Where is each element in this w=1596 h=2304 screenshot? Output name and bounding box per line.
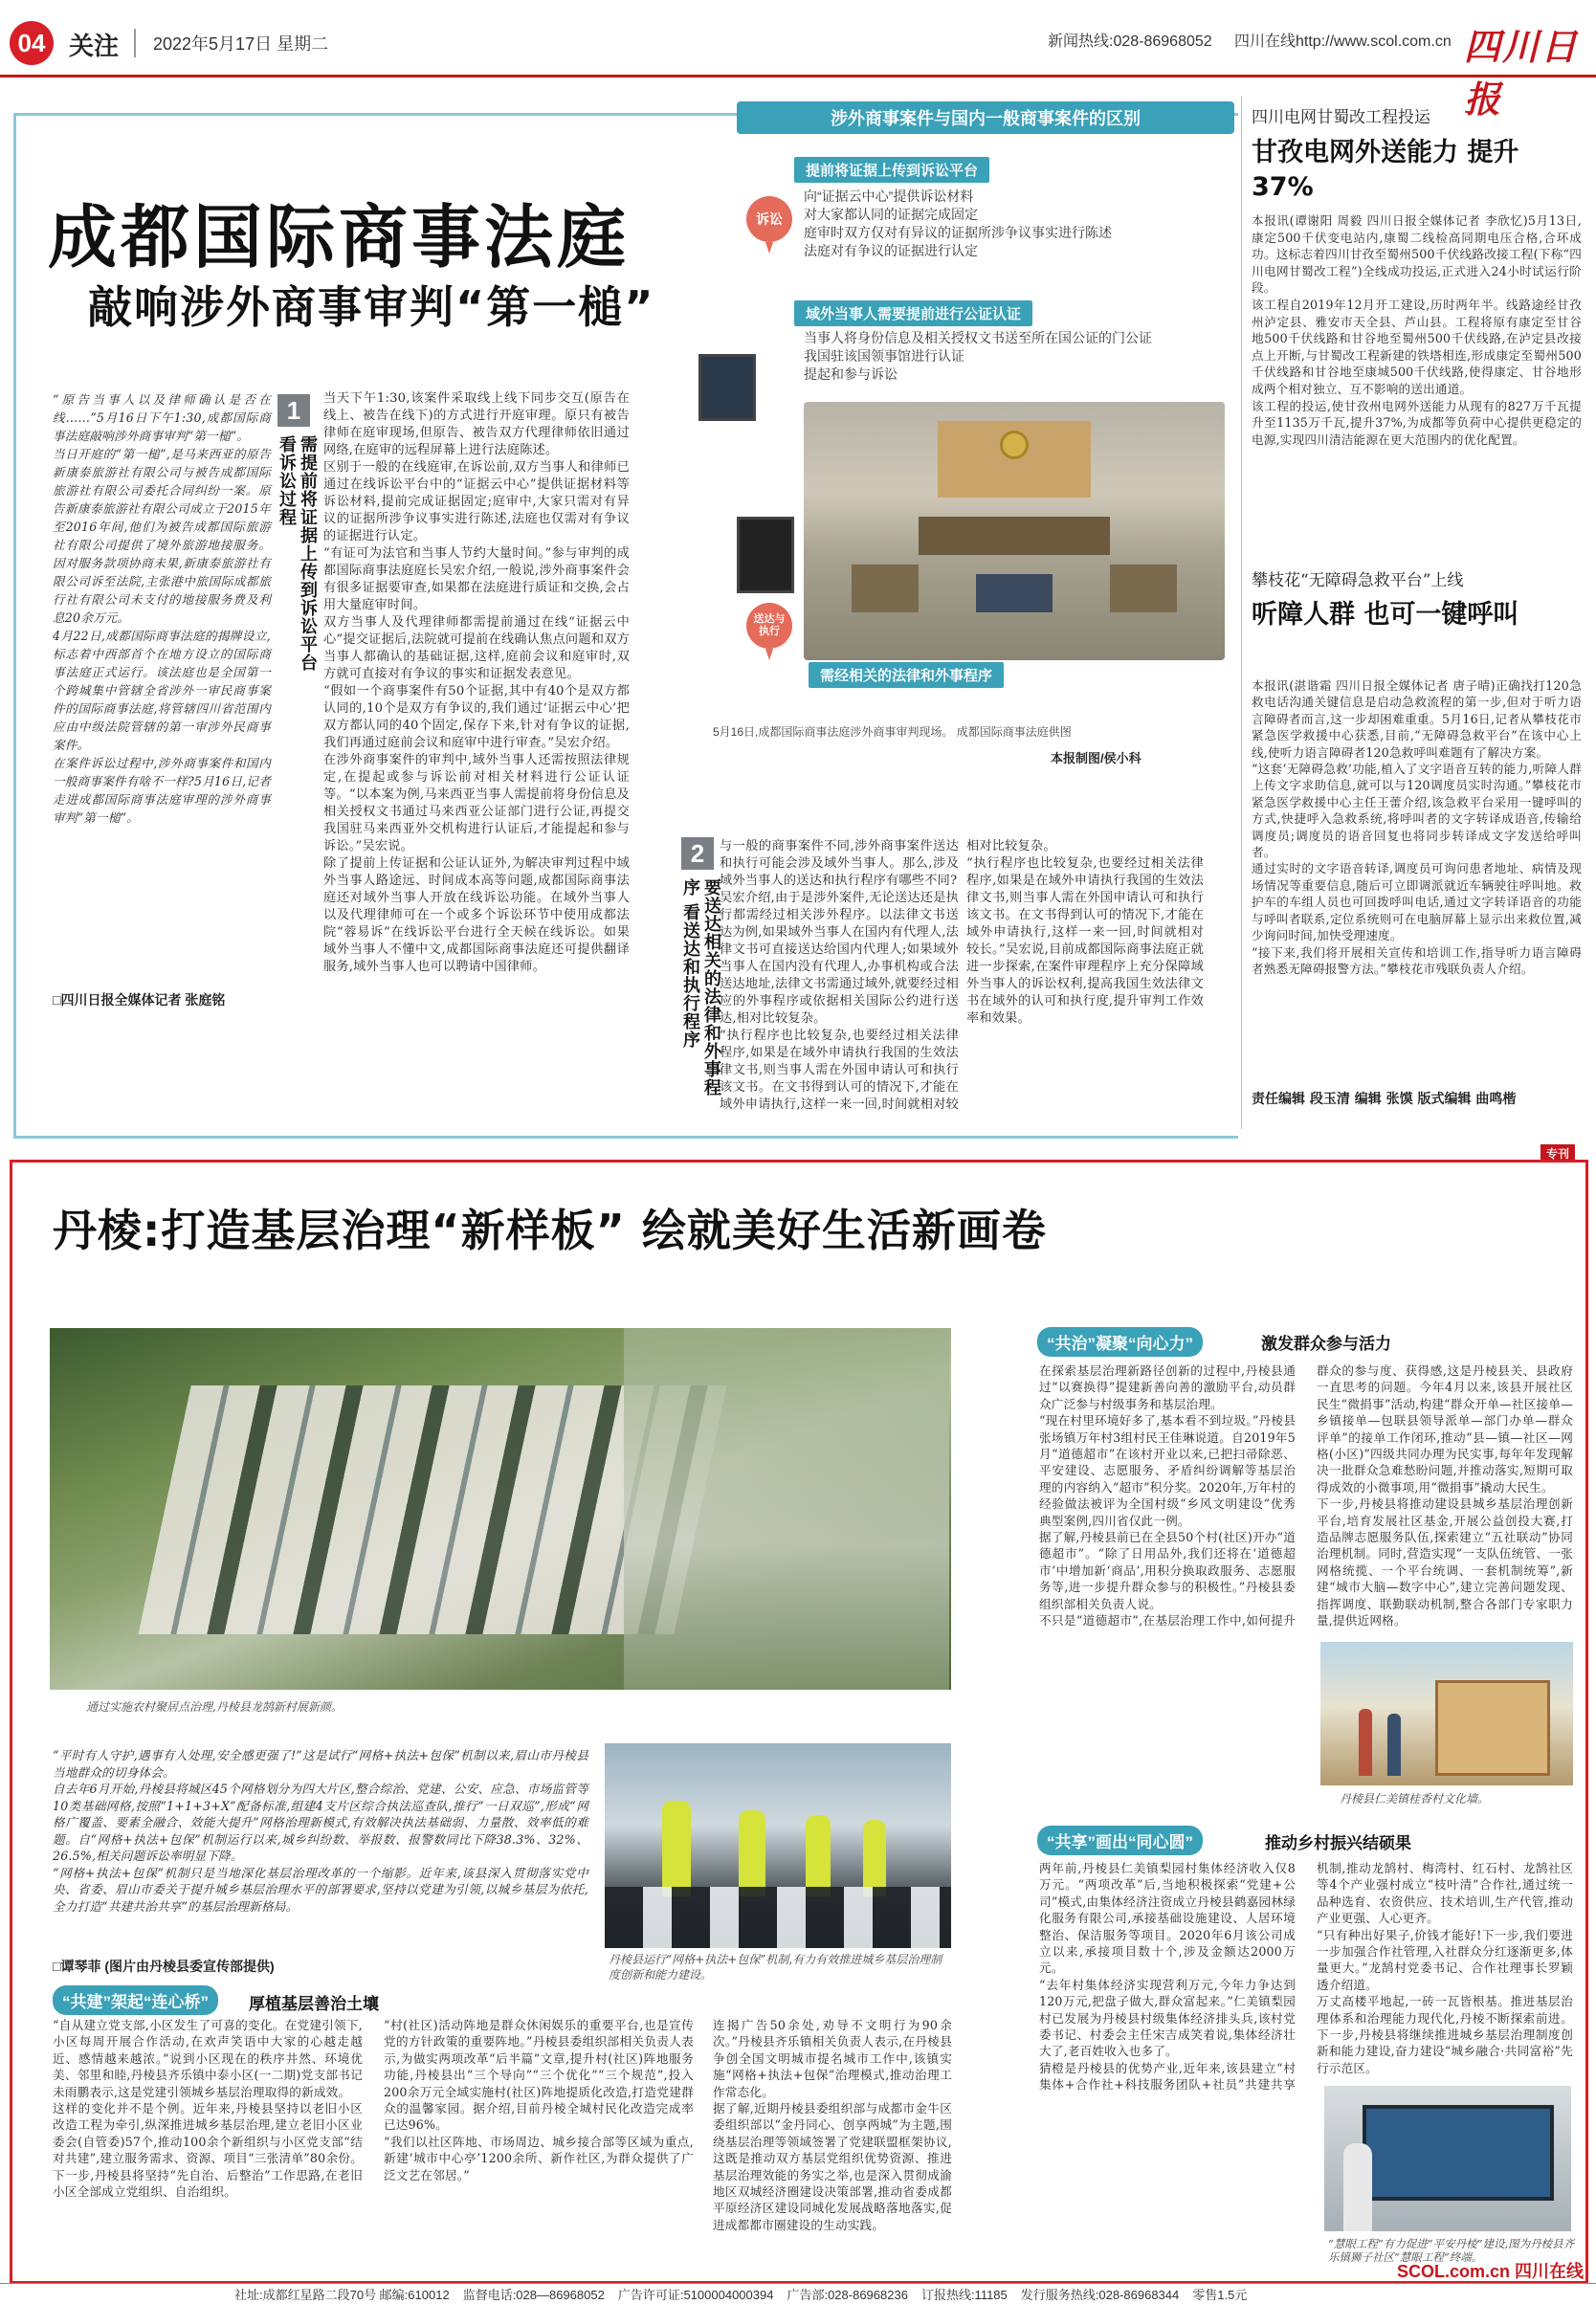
block1-line: 向“证据云中心”提供诉讼材料 [804,188,974,204]
monitoring-caption: “慧眼工程”有力促进“平安丹棱”建设,图为丹棱县齐乐镇狮子社区“慧眼工程”终端。 [1328,2237,1575,2264]
section-2-body-cont: 相对比较复杂。 “执行程序也比较复杂,也要经过相关法律程序,如果是在域外申请执行我国的生效法律文书,则当事人需在外国申请认可和执行该文书。在文书得到认可的情况下,才能在域外申请执行,这样一来一回,时间就相对较长。”吴宏说,目前成都国际商事法庭正就进一步探索,在案件审理程序上充分保障域外当事人的诉讼权利,提高我国生效法律文书在域外的认可和执行度,提升审判工作效率和效果。 [966,839,1204,1026]
feature-intro: “平时有人守护,遇事有人处理,安全感更强了!”这是试行“网格+执法+包保”机制以来,眉山市丹棱县当地群众的切身体会。 自去年6月开始,丹棱县将城区45个网格划分为四大片区,整合综治、党建、公安、应急、市场监管等10类基础网格,按照“1+1+3+X”配备标准,组建4支片区综合执法巡查队,推行“一日双巡”,形成“网格广覆盖、要素全融合、效能大提升”网格治理新模式,有效解决执法基础弱、力量散、效率低的难题。自“网格+执法+包保”机制运行以来,城乡纠纷数、举报数、报警数同比下降38.3%、32%、26.5%,相关问题诉讼率明显下降。 “网格+执法+包保”机制只是当地深化基层治理改革的一个缩影。近年来,该县深入贯彻落实党中央、省委、眉山市委关于提升城乡基层治理水平的部署要求,坚持以党建为引领,以城乡基层为依托,全力打造“共建共治共享”的基层治理新格局。 [53,1748,588,1914]
s1-body: “自从建立党支部,小区发生了可喜的变化。在党建引领下,小区每周开展合作活动,在欢声笑语中大家的心越走越近、感情越来越浓。”说到小区现在的秩序井然、环境优美、邻里和睦,丹棱县齐乐镇中泰小区(一二期)党支部书记未雨鹏表示,这是党建引领城乡基层治理取得的新成效。 这样的变化并不是个例。近年来,丹棱县坚持以老旧小区改造工程为牵引,纵深推进城乡基层治理,建立老旧小区业委会(自管委)57个,推动100余个新组织与小区党支部“结对共建”,建立服务需求、资源、项目“三张清单”80余份。下一步,丹棱县将坚持“先自治、后整治”工作思路,在老旧小区全部成立党组织、自治组织。 “村(社区)活动阵地是群众休闲娱乐的重要平台,也是宣传党的方针政策的重要阵地。”丹棱县委组织部相关负责人表示,为做实两项改革“后半篇”文章,提升村(社区)阵地服务功能,丹棱县出“三个导向”“三个优化”“三个规范”,投入200余万元全域实施村(社区)阵地提质化改造,打造党建群众的温馨家园。据介绍,目前丹棱全城村民化改造完成率已达96%。 “我们以社区阵地、市场周边、城乡接合部等区域为重点,新建‘城市中心亭’1200余所、新作社区,为群众提供了广泛文艺在邻居。” [53,2018,694,2200]
block1-line: 庭审时双方仅对有异议的证据所涉争议事实进行陈述 [804,225,1112,240]
page-number-badge: 04 [10,21,54,65]
police-photo-caption: 丹棱县运行“网格+执法+包保”机制,有力有效推进城乡基层治理制度创新和能力建设。 [609,1953,942,1982]
block2-line: 当事人将身份信息及相关授权文书送至所在国公证的门公证 [804,330,1152,345]
footer-order: 订报热线:11185 [920,2288,1008,2302]
side1-kicker: 四川电网甘蜀改工程投运 [1252,108,1430,127]
masthead-rule [0,75,1596,78]
editors-line: 责任编辑 段玉清 编辑 张馍 版式编辑 曲鸣楷 [1252,1092,1517,1107]
side2-kicker: 攀枝花“无障碍急救平台”上线 [1252,571,1464,590]
footer-ad-license: 广告许可证:5100004000394 [617,2288,774,2302]
issue-date: 2022年5月17日 星期二 [153,34,329,54]
pin-service: 送达与执行 [746,603,792,660]
s1-pill: “共建”架起“连心桥” [53,1985,218,2015]
footer-address: 社址:成都红星路二段70号 邮编:610012 [234,2288,450,2302]
website[interactable]: 四川在线http://www.scol.com.cn [1234,33,1452,50]
lead-byline: □四川日报全媒体记者 张庭铭 [53,992,226,1008]
s2-pill: “共治”凝聚“向心力” [1037,1327,1203,1357]
section-2-title: 要送达相关的法律和外事程序 看送达和执行程序 [680,878,721,1097]
block2-title: 域外当事人需要提前进行公证认证 [794,300,1032,326]
police-photo [605,1743,951,1948]
monitor-right [698,354,756,421]
infographic-banner: 涉外商事案件与国内一般商事案件的区别 [737,101,1234,134]
block1-line: 对大家都认同的证据完成固定 [804,207,978,222]
footer-rule [0,2283,1596,2284]
culture-wall-photo [1320,1642,1573,1785]
block2-line: 我国驻该国领事馆进行认证 [804,348,964,364]
feature-headline: 丹棱:打造基层治理“新样板” 绘就美好生活新画卷 [53,1205,1047,1256]
courtroom-photo [804,402,1225,660]
feature-byline: □谭琴菲 (图片由丹棱县委宣传部提供) [53,1959,275,1974]
scol-logo[interactable]: SCOL.com.cn 四川在线 [1397,2262,1585,2281]
section-1-title: 需提前将证据上传到诉讼平台 看诉讼过程 [277,435,318,672]
pin-litigation: 诉讼 [746,196,792,254]
block1-title: 提前将证据上传到诉讼平台 [794,157,989,183]
section-divider [134,29,136,57]
section-2-body: 与一般的商事案件不同,涉外商事案件送达和执行可能会涉及域外当事人。那么,涉及域外当事人的送达和执行程序有哪些不同? 吴宏介绍,由于是涉外案件,无论送达还是执行都需经过相关涉外程序。以法律文书送达为例,如果域外当事人在国内有代理人,法律文书可直接送达给国内代理人;如果域外当事人在国内没有代理人,办事机构或合法送达地址,法律文书需通过域外,就要经过相应的外事程序或依据相关国际公约进行送达,相对比较复杂。 “执行程序也比较复杂,也要经过相关法律程序,如果是在域外申请执行我国的生效法律文书,则当事人需在外国申请认可和执行该文书。在文书得到认可的情况下,才能在域外申请执行,这样一来一回,时间就相对较 [720,839,959,1112]
news-hotline: 新闻热线:028-86968052 [1048,33,1212,50]
s3-pill: “共享”画出“同心圆” [1037,1826,1203,1855]
footer-supervision: 监督电话:028—86968052 [462,2288,605,2302]
village-photo [50,1328,951,1690]
side1-title [1252,136,1577,205]
section-1-number: 1 [277,394,310,427]
block1-line: 法庭对有争议的证据进行认定 [804,243,978,258]
side1-body: 本报讯(谭谢阳 周毅 四川日报全媒体记者 李欣忆)5月13日,康定500千伏变电站内,康蜀二线检高同期电压合格,合环成功。这标志着四川甘孜至蜀州500千伏线路改接工程(下称“四川电网甘蜀改工程”)全线成功投运,正式进入24小时试运行阶段。 该工程自2019年12月开工建设,历时两年半。线路途经甘孜州泸定县、雅安市天全县、芦山县。工程将原有康定至甘谷地500千伏线路和甘谷地至蜀州500千伏线路,在泸定县改接点上开断,与甘蜀改工程新建的铁塔相连,形成康定至蜀州500千伏线路和甘谷地至康城500千伏线路,使得康定、甘谷地形成两个相对独立、互不影响的送出通道。 该工程的投运,使甘孜州电网外送能力从现有的827万千瓦提升至1135万千瓦,提升37%,为成都等负荷中心提供更稳定的电源,实现四川清洁能源在更大范围内的优化配置。 [1252,213,1582,447]
s1-body-cont: 连揭广告50余处,劝导不文明行为90余次。”丹棱县齐乐镇相关负责人表示,在丹棱县争创全国文明城市提名城市工作中,该镇实施“网格+执法+包保”治理模式,推动治理工作常态化。 据了解,近期丹棱县委组织部与成都市金牛区委组织部以“金丹同心、创享两城”为主题,围绕基层治理等领域签署了党建联盟框架协议,这既是推动双方基层党组织优势资源、推进基层治理效能的务实之举,也是深入贯彻成渝地区双城经济圈建设决策部署,推动省委成都平原经济区建设同城化发展战略落地落实,促进成都都市圈建设的生动实践。 [713,2018,952,2232]
section-2-number: 2 [681,837,714,870]
section-1-body: 当天下午1:30,该案件采取线上线下同步交互(原告在线上、被告在线下)的方式进行开庭审理。原只有被告律师在庭审现场,但原告、被告双方代理律师依旧通过网络,在庭审的远程屏幕上进行法庭陈述。 区别于一般的在线庭审,在诉讼前,双方当事人和律师已通过在线诉讼平台中的“证据云中心”提供证据材料等诉讼材料,提前完成证据固定;庭审中,大家只需对有异议的证据所涉争议事实进行陈述,法庭也仅需对有争议的证据进行认定。 “有证可为法官和当事人节约大量时间。”参与审判的成都国际商事法庭庭长吴宏介绍,一般说,涉外商事案件会有很多证据要审查,如果都在法庭进行质证和交换,会占用大量庭审时间。 双方当事人及代理律师都需提前通过在线“证据云中心”提交证据后,法院就可提前在线确认焦点问题和双方当事人都确认的基础证据,这样,庭前会议和庭审时,双方就可直接对有争议的事实和证据发表意见。 “假如一个商事案件有50个证据,其中有40个是双方都认同的,10个是双方有争议的,我们通过‘证据云中心’把双方都认同的40个固定,保存下来,针对有争议的证据,我们再通过庭前会议和庭审中进行审查。”吴宏介绍。 在涉外商事案件的审判中,域外当事人还需按照法律规定,在提起或参与诉讼前对相关材料进行公证认证等。“以本案为例,马来西亚当事人需提前将身份信息及相关授权文书通过马来西亚公证部门进行公证,再提交我国驻马来西亚外交机构进行认证后,才能提起和参与诉讼。”吴宏说。 除了提前上传证据和公证认证外,为解决审判过程中域外当事人路途远、时间成本高等问题,成都国际商事法庭还对域外当事人开放在线诉讼功能。在域外当事人以及代理律师可在一个或多个诉讼环节中使用成都法院“蓉易诉”在线诉讼平台进行全天候在线诉讼。如果域外当事人不懂中文,成都国际商事法庭还可提供翻译服务,域外当事人也可以聘请中国律师。 [323,391,630,974]
lead-subtitle: 敲响涉外商事审判“第一槌” [88,281,655,333]
block2-lines [804,329,1152,384]
s1-subhead: 厚植基层善治土壤 [249,1995,379,2014]
footer [234,2285,1335,2302]
infographic-credit: 本报制图/侯小科 [1051,751,1142,765]
side2-body: 本报讯(湛谐霜 四川日报全媒体记者 唐子晴)正确找打120急救电话沟通关键信息是启动急救流程的第一步,但对于听力语言障碍者而言,这一步却困难重重。5月16日,记者从攀枝花市紧急医学救援中心获悉,目前,“无障碍急救平台”在该中心上线,使听力语言障碍者120急救呼叫难题有了解决方案。 “这套‘无障碍急救’功能,植入了文字语音互转的能力,听障人群上传文字求助信息,就可以与120调度员实时沟通。”攀枝花市紧急医学救援中心主任王蕾介绍,该急救平台采用一键呼叫的方式,快捷呼入急救系统,将呼叫者的文字转译成语音,传输给调度员;调度员的语音回复也将同步转译成文字发送给呼叫者。 通过实时的文字语音转译,调度员可询问患者地址、病情及现场情况等重要信息,随后可立即调派就近车辆驶往呼叫地。救护车的车组人员也可回拨呼叫电话,通过文字转译语音的功能与呼叫者联系,定位系统则可在电脑屏幕上显示出来救位置,减少询问时间,加快受理速度。 “接下来,我们将开展相关宣传和培训工作,指导听力语言障碍者熟悉无障碍报警方法。”攀枝花市残联负责人介绍。 [1252,678,1582,976]
footer-ad-dept: 广告部:028-86968236 [787,2288,908,2302]
paper-logo: 四川日报 [1464,25,1580,121]
block2-line: 提起和参与诉讼 [804,366,898,382]
side2-title [1252,598,1577,632]
infographic-caption: 5月16日,成都国际商事法庭涉外商事审判现场。 成都国际商事法庭供图 [713,725,1072,739]
lead-title: 成都国际商事法庭 [48,197,631,277]
lead-intro: “原告当事人以及律师确认是否在线……”5月16日下午1:30,成都国际商事法庭敲响涉外商事审判“第一槌”。 当日开庭的“第一槌”,是马来西亚的原告新康泰旅游社有限公司与被告成都国际旅游社有限公司委托合同纠纷一案。原告新康泰旅游社有限公司成立于2015年至2016年间,他们为被告成都国际旅游社有限公司提供了境外旅游地接服务。因对服务款项协商未果,新康泰旅游社有限公司诉至法院,主张港中旅国际成都旅行社有限公司未支付的地接服务费及利息20余万元。 4月22日,成都国际商事法庭的揭牌设立,标志着中西部首个在地方设立的国际商事法庭正式运行。该法庭也是全国第一个跨城集中管辖全省涉外一审民商事案件的国际商事法庭,将管辖四川省范围内应由中级法院管辖的第一审涉外民商事案件。 在案件诉讼过程中,涉外商事案件和国内一般商事案件有啥不一样?5月16日,记者走进成都国际商事法庭审理的涉外商事审判“第一槌”。 [53,392,271,825]
block1-lines [804,188,1112,260]
s3-subhead: 推动乡村振兴结硕果 [1265,1834,1411,1853]
village-photo-caption: 通过实施农村聚居点治理,丹棱县龙鹄新村展新颜。 [86,1700,343,1714]
special-tag: 专刊 [1541,1144,1575,1163]
footer-distribution: 发行服务热线:028-86968344 [1020,2288,1180,2302]
sidebar-divider [1241,96,1242,1129]
side2-title-text: 听障人群 也可一键呼叫 [1252,600,1519,630]
section-name: 关注 [69,33,120,61]
monitoring-photo [1324,2086,1571,2231]
block3-title: 需经相关的法律和外事程序 [809,662,1004,688]
s2-subhead: 激发群众参与活力 [1261,1335,1391,1354]
culture-wall-caption: 丹棱县仁美镇桂香村文化墙。 [1340,1792,1490,1806]
footer-price: 零售1.5元 [1192,2288,1248,2302]
side1-title-text: 甘孜电网外送能力 提升37% [1252,138,1519,202]
monitor-left [737,517,794,593]
infographic [670,96,1236,746]
s2-body: 在探索基层治理新路径创新的过程中,丹棱县通过“以赛换得”提建新善向善的激励平台,动员群众广泛参与村级事务和基层治理。 “现在村里环境好多了,基本看不到垃圾。”丹棱县张场镇万年村3组村民王佳琳说道。自2019年5月“道德超市”在该村开业以来,已把扫帚除恶、平安建设、志愿服务、矛盾纠纷调解等基层治理的内容纳入“超市”积分奖。2020年,万年村的经验做法被评为全国村级“乡风文明建设”优秀典型案例,四川省仅此一例。 据了解,丹棱县前已在全县50个村(社区)开办“道德超市”。“除了日用品外,我们还将在‘道德超市’中增加新‘商品’,用积分换取政服务、志愿服务等,进一步提升群众参与的积极性。”丹棱县委组织部相关负责人说。 不只是“道德超市”,在基层治理工作中,如何提升群众的参与度、获得感,这是丹棱县关、县政府一直思考的问题。今年4月以来,该县开展社区民生“微捐事”活动,构建“群众开单—社区接单—乡镇接单—包联县领导派单—部门办单—群众评单”的接单工作闭环,推动“县—镇—社区—网格(小区)”四级共同办理为民实事,每年年发现解决一批群众急难愁盼问题,并推动落实,短期可取得成效的小微事项,用“微捐事”撬动大民生。 下一步,丹棱县将推动建设县城乡基层治理创新平台,培育发展社区基金,开展公益创投大赛,打造品牌志愿服务队伍,探索建立“五社联动”协同治理机制。同时,营造实现“一支队伍统管、一张网格统揽、一个平台统调、一套机制统筹”,新建“城市大脑—数字中心”,建立完善问题发现、指挥调度、联勤联动机制,整合各部门专家职力量,提供近网格。 [1039,1363,1573,1628]
s3-body: 两年前,丹棱县仁美镇梨园村集体经济收入仅8万元。“两项改革”后,当地积极探索“党建+公司”模式,由集体经济注资成立丹棱县鹤嘉园林绿化服务有限公司,承接基础设施建设、人居环境整治、保洁服务等项目。2020年6月该公司成立以来,承接项目数十个,涉及金额达2000万元。 “去年村集体经济实现营利万元,今年力争达到120万元,把盘子做大,群众富起来。”仁美镇梨园村已发展为丹棱县村级集体经济排头兵,该村党委书记、村委会主任宋吉成笑着说,集体经济壮大了,老百姓收入也多了。 猜橙是丹棱县的优势产业,近年来,该县建立“村集体+合作社+科技服务团队+社员”共建共享机制,推动龙鹄村、梅湾村、红石村、龙鹄社区等4个产业强村成立“枝叶清”合作社,通过统一品种选育、农资供应、技术培训,生产代管,推动产业更强、人心更齐。 “只有种出好果子,价钱才能好!下一步,我们要进一步加强合作社管理,入社群众分红逐渐更多,体量更大。”龙鹄村党委书记、合作社理事长罗颖透介绍道。 万丈高楼平地起,一砖一瓦皆根基。推进基层治理体系和治理能力现代化,丹棱不断探索前进。下一步,丹棱县将继续推进城乡基层治理制度创新和能力建设,奋力建设“城乡融合·共同富裕”先行示范区。 [1039,1861,1573,2093]
